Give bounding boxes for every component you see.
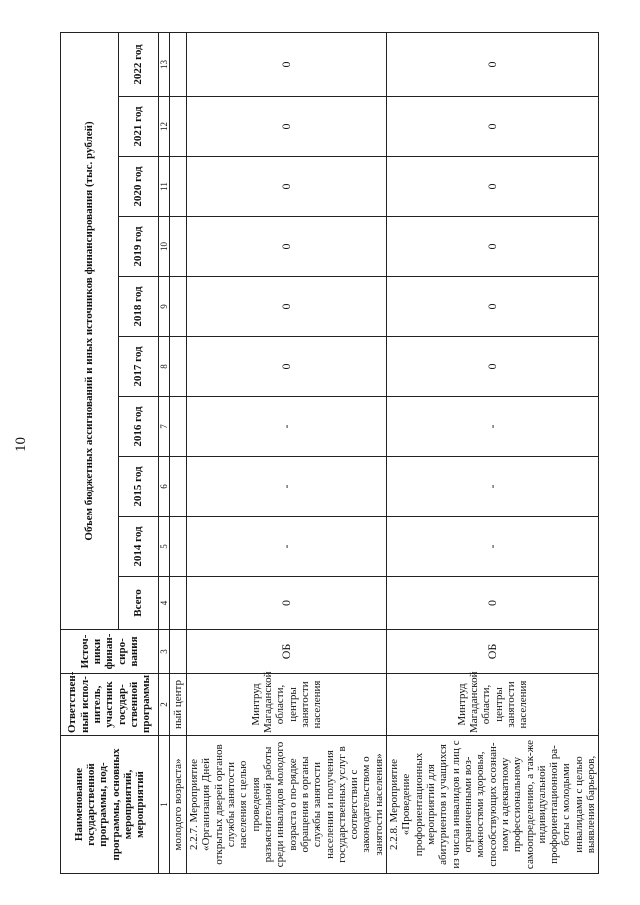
column-number: 7 [159, 397, 170, 457]
column-number: 2 [159, 674, 170, 736]
header-executor: Ответствен-ный испол-нитель, участник государ-ственной программы [61, 674, 159, 736]
measure-name: 2.2.7. Мероприятие «Организация Дней открытых дверей органов службы занятости населения с целью проведения разъяснительной работы среди инвалидов молодого возраста о по-рядке обращения в органы службы занятости населения и получения государственных услуг в соответствии с законодательством о занятости населения» [187, 736, 387, 874]
header-name: Наименование государственной программы, под-программы, основных мероприятий, мероприятий [61, 736, 159, 874]
column-number: 9 [159, 277, 170, 337]
header-year: 2016 год [119, 397, 159, 457]
table-row [387, 32, 599, 873]
year-value: - [187, 457, 387, 517]
header-total: Всего [119, 577, 159, 630]
header-year: 2020 год [119, 157, 159, 217]
page-number: 10 [13, 437, 29, 452]
column-number: 6 [159, 457, 170, 517]
header-year: 2019 год [119, 217, 159, 277]
year-value: 0 [387, 337, 599, 397]
column-number-row [159, 32, 170, 873]
year-value: 0 [387, 277, 599, 337]
year-value: 0 [187, 32, 387, 96]
year-value: 0 [187, 157, 387, 217]
year-value: 0 [387, 157, 599, 217]
year-value: 0 [187, 337, 387, 397]
header-year: 2014 год [119, 517, 159, 577]
year-value: 0 [187, 97, 387, 157]
column-number: 5 [159, 517, 170, 577]
header-volume: Объем бюджетных ассигнований и иных источников финансирования (тыс. рублей) [61, 32, 119, 629]
column-number: 3 [159, 630, 170, 674]
measure-executor: Минтруд Магаданской области, центры занятости населения [387, 674, 599, 736]
table-row [187, 32, 387, 873]
column-number: 1 [159, 736, 170, 874]
financing-table [60, 32, 599, 874]
column-number: 12 [159, 97, 170, 157]
header-source: Источ-ники финан-сиро-вания [61, 630, 159, 674]
continuation-row [170, 32, 187, 873]
measure-name: 2.2.8. Мероприятие «Проведение профориентационных мероприятий для абитуриентов и учащихся из числа инвалидов и лиц с ограниченными воз-можностями здоровья, способствующих осознан-ному и адекватному профессиональному самоопределению, а так-же индивидуальной профориентационной ра-боты с молодыми инвалидами с целью выявления барьеров, [387, 736, 599, 874]
year-value: - [187, 517, 387, 577]
header-year: 2018 год [119, 277, 159, 337]
header-year: 2022 год [119, 32, 159, 96]
year-value: 0 [187, 217, 387, 277]
year-value: - [387, 457, 599, 517]
year-value: 0 [387, 217, 599, 277]
measure-source: ОБ [387, 630, 599, 674]
column-number: 4 [159, 577, 170, 630]
column-number: 13 [159, 32, 170, 96]
continuation-name: молодого возраста» [170, 736, 187, 874]
year-value: - [387, 517, 599, 577]
year-value: - [187, 397, 387, 457]
year-value: - [387, 397, 599, 457]
measure-executor: Минтруд Магаданской области, центры занятости населения [187, 674, 387, 736]
year-value: 0 [387, 32, 599, 96]
column-number: 10 [159, 217, 170, 277]
year-value: 0 [187, 277, 387, 337]
measure-source: ОБ [187, 630, 387, 674]
continuation-executor: ный центр [170, 674, 187, 736]
header-year: 2017 год [119, 337, 159, 397]
document-sheet [60, 33, 598, 874]
header-year: 2021 год [119, 97, 159, 157]
column-number: 11 [159, 157, 170, 217]
measure-total: 0 [187, 577, 387, 630]
column-number: 8 [159, 337, 170, 397]
header-year: 2015 год [119, 457, 159, 517]
year-value: 0 [387, 97, 599, 157]
measure-total: 0 [387, 577, 599, 630]
